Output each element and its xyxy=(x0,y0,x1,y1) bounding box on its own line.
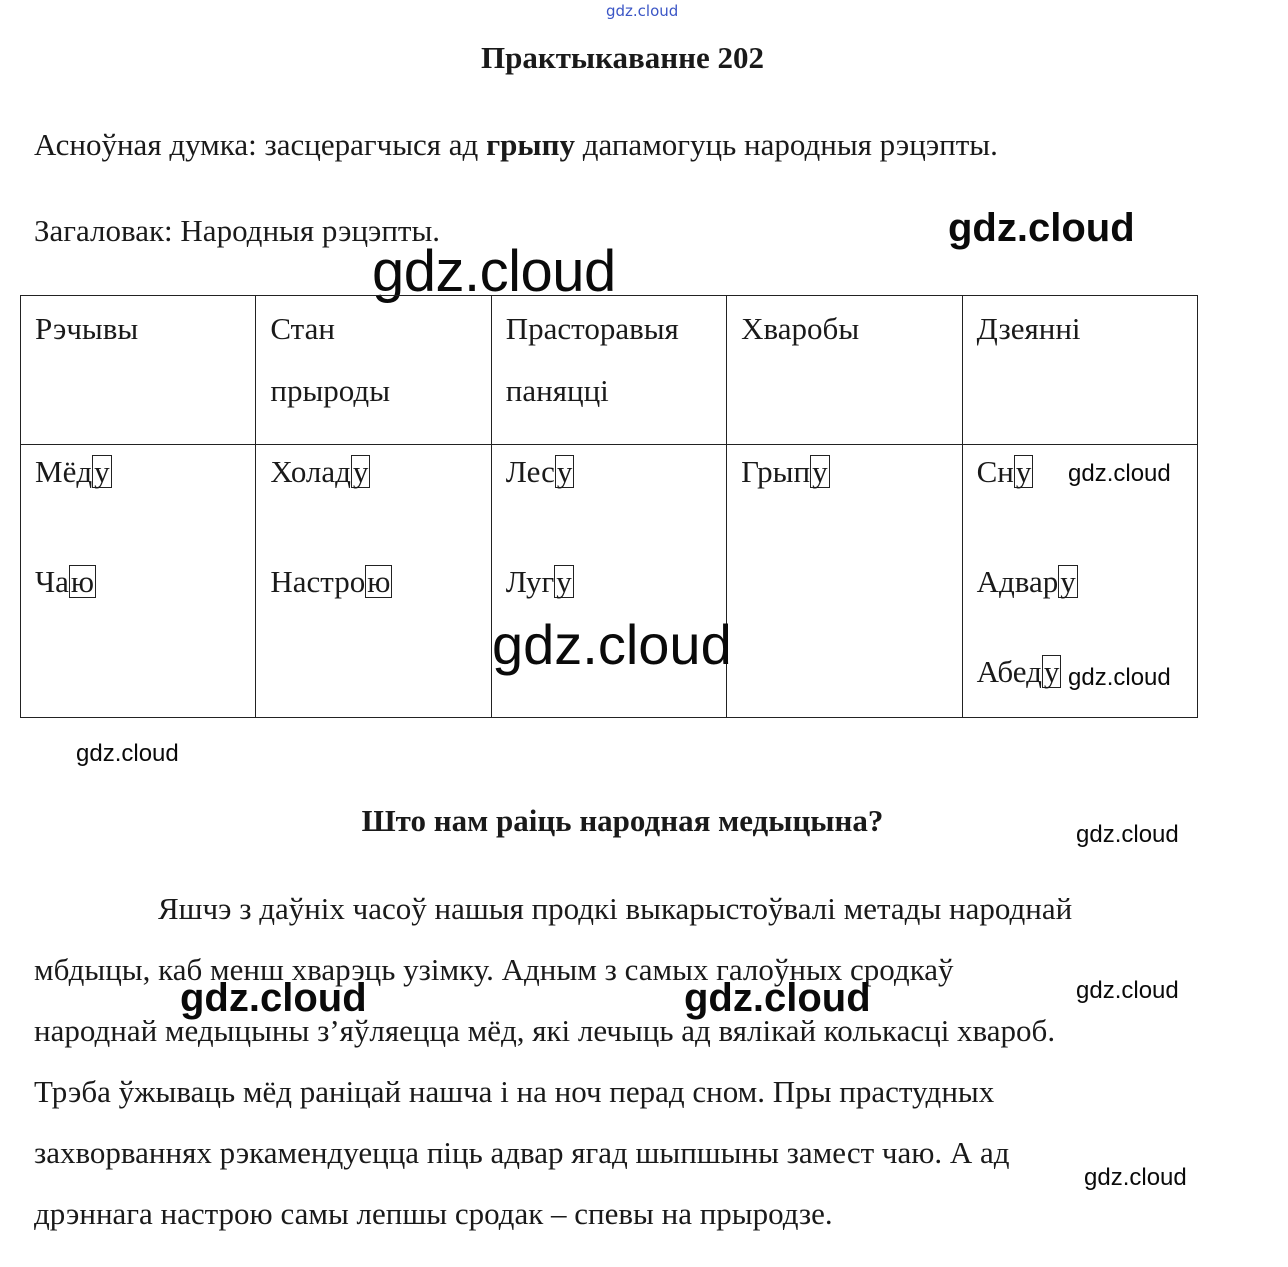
watermark: gdz.cloud xyxy=(180,976,367,1020)
word: Холаду xyxy=(270,454,369,489)
watermark: gdz.cloud xyxy=(1068,460,1171,487)
paragraph-line: захворваннях рэкамендуецца піць адвар ягад шыпшыны замест чаю. А ад xyxy=(34,1135,1010,1170)
word-ending: у xyxy=(1060,564,1076,599)
word: Лугу xyxy=(505,564,572,599)
table-header-cell: Рэчывы xyxy=(21,296,256,445)
section-subtitle: Што нам раіць народная медыцына? xyxy=(361,803,884,838)
word: Абеду xyxy=(976,654,1060,689)
watermark: gdz.cloud xyxy=(492,613,732,676)
paragraph-line: Яшчэ з даўніх часоў нашыя продкі выкарыстоўвалі метады народнай xyxy=(158,891,1073,926)
word-ending: у xyxy=(94,454,110,489)
table-header-cell: Дзеянні xyxy=(962,296,1197,445)
word: Настрою xyxy=(270,564,391,599)
word-ending: у xyxy=(352,454,369,489)
table-header-cell: Прасторавыя паняцці xyxy=(491,296,726,445)
watermark: gdz.cloud xyxy=(1084,1164,1187,1191)
word: Чаю xyxy=(35,564,95,599)
heading-line: Загаловак: Народныя рэцэпты. xyxy=(34,213,441,248)
watermark: gdz.cloud xyxy=(1076,821,1179,848)
word-ending: у xyxy=(556,454,573,489)
table-cell xyxy=(256,445,491,718)
watermark-top: gdz.cloud xyxy=(606,2,679,20)
watermark: gdz.cloud xyxy=(76,740,179,767)
watermark: gdz.cloud xyxy=(684,976,871,1020)
watermark: gdz.cloud xyxy=(948,206,1135,250)
page-title: Практыкаванне 202 xyxy=(480,40,764,75)
word-ending: у xyxy=(1015,454,1032,489)
word-ending: ю xyxy=(70,564,95,599)
paragraph-line: мбдыцы, каб менш хварэць узімку. Адным з самых галоўных сродкаў xyxy=(34,952,954,987)
main-idea-suffix: дапамогуць народныя рэцэпты. xyxy=(574,127,998,162)
watermark: gdz.cloud xyxy=(1068,664,1171,691)
table-cell xyxy=(21,445,256,718)
main-idea-line xyxy=(34,127,998,163)
main-idea-bold-word: грыпу xyxy=(486,127,575,162)
paragraph-line: Трэба ўжываць мёд раніцай нашча і на ноч перад сном. Пры прастудных xyxy=(34,1074,995,1109)
word-ending: у xyxy=(556,564,572,599)
word-ending: у xyxy=(1043,654,1060,689)
word-ending: у xyxy=(812,454,828,489)
word: Сну xyxy=(976,454,1032,489)
word: Адвару xyxy=(976,564,1076,599)
watermark: gdz.cloud xyxy=(1076,977,1179,1004)
word: Грыпу xyxy=(741,454,828,489)
table-header-cell: Стан прыроды xyxy=(256,296,491,445)
word-ending: ю xyxy=(367,564,391,599)
paragraph-line: народнай медыцыны з’яўляецца мёд, які лечыць ад вялікай колькасці хвароб. xyxy=(34,1013,1056,1048)
watermark: gdz.cloud xyxy=(372,239,616,304)
word: Мёду xyxy=(35,454,110,489)
table-cell xyxy=(727,445,962,718)
table-header-cell: Хваробы xyxy=(727,296,962,445)
main-idea-prefix: Асноўная думка: засцерагчыся ад xyxy=(34,127,487,162)
paragraph-line: дрэннага настрою самы лепшы сродак – спевы на прыродзе. xyxy=(34,1196,833,1231)
word: Лесу xyxy=(505,454,573,489)
table-header-row xyxy=(21,296,1198,445)
